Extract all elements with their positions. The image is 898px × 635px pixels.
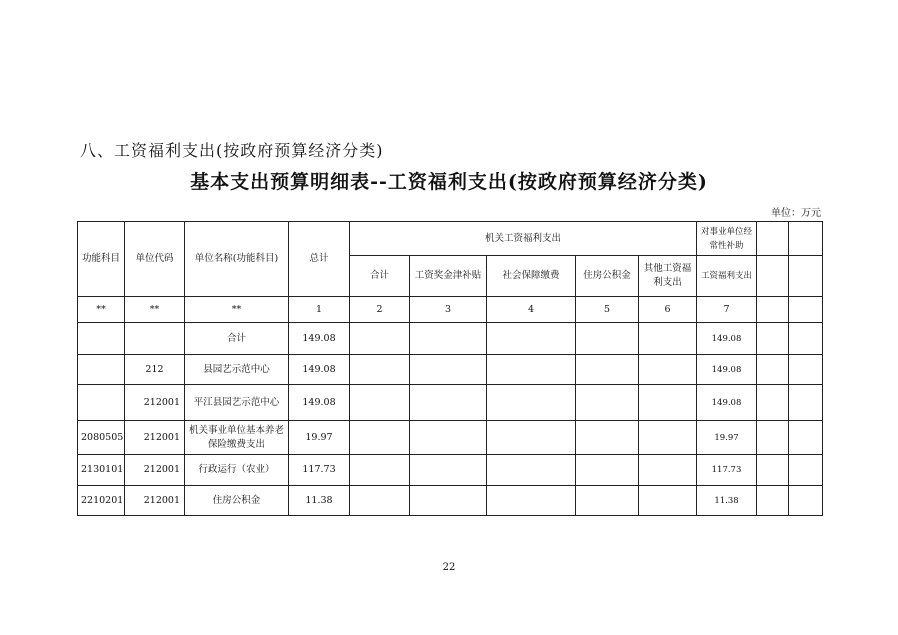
empty-cell <box>487 385 576 421</box>
empty-cell <box>487 486 576 516</box>
index-row <box>78 297 823 323</box>
unit-label: 单位：万元 <box>771 208 821 219</box>
empty-cell <box>410 323 487 355</box>
total-cell: 149.08 <box>289 385 350 421</box>
total-cell: 11.38 <box>289 486 350 516</box>
empty-cell <box>789 297 823 323</box>
empty-cell <box>350 421 410 455</box>
index-cell: 5 <box>576 297 639 323</box>
table-row <box>78 421 823 455</box>
empty-cell <box>757 297 789 323</box>
empty-cell <box>639 355 697 385</box>
table-row <box>78 323 823 355</box>
empty-cell <box>757 256 789 297</box>
func-code-cell <box>78 355 125 385</box>
index-cell: 2 <box>350 297 410 323</box>
func-code-cell <box>78 323 125 355</box>
section-heading: 八、工资福利支出(按政府预算经济分类) <box>80 141 384 160</box>
page-number: 22 <box>442 562 456 573</box>
empty-cell <box>576 323 639 355</box>
total-cell: 149.08 <box>289 355 350 385</box>
header-unit-code: 单位代码 <box>125 222 185 297</box>
header-public-subsidy: 对事业单位经常性补助 <box>697 222 757 256</box>
empty-cell <box>757 385 789 421</box>
empty-cell <box>487 455 576 486</box>
func-code-cell: 2130101 <box>78 455 125 486</box>
header-sum: 合计 <box>350 256 410 297</box>
unit-code-cell: 212001 <box>125 486 185 516</box>
index-cell: ** <box>78 297 125 323</box>
total-cell: 149.08 <box>289 323 350 355</box>
index-cell: 1 <box>289 297 350 323</box>
empty-cell <box>410 486 487 516</box>
welfare-cell: 11.38 <box>697 486 757 516</box>
welfare-cell: 149.08 <box>697 323 757 355</box>
unit-name-cell: 平江县园艺示范中心 <box>185 385 289 421</box>
empty-cell <box>757 222 789 256</box>
empty-cell <box>576 355 639 385</box>
header-salary: 工资奖金津补贴 <box>410 256 487 297</box>
unit-name-cell: 合计 <box>185 323 289 355</box>
empty-cell <box>789 323 823 355</box>
empty-cell <box>410 355 487 385</box>
unit-name-cell: 机关事业单位基本养老保险缴费支出 <box>185 421 289 455</box>
index-cell: 3 <box>410 297 487 323</box>
empty-cell <box>639 323 697 355</box>
empty-cell <box>757 421 789 455</box>
budget-table <box>77 221 823 516</box>
func-code-cell: 2210201 <box>78 486 125 516</box>
header-org-welfare: 机关工资福利支出 <box>350 222 697 256</box>
empty-cell <box>350 355 410 385</box>
header-housing: 住房公积金 <box>576 256 639 297</box>
index-cell: ** <box>125 297 185 323</box>
empty-cell <box>639 385 697 421</box>
index-cell: ** <box>185 297 289 323</box>
empty-cell <box>350 385 410 421</box>
header-unit-name: 单位名称(功能科目) <box>185 222 289 297</box>
empty-cell <box>576 455 639 486</box>
empty-cell <box>789 455 823 486</box>
unit-code-cell: 212 <box>125 355 185 385</box>
empty-cell <box>350 455 410 486</box>
header-wage-welfare: 工资福利支出 <box>697 256 757 297</box>
welfare-cell: 149.08 <box>697 385 757 421</box>
empty-cell <box>757 355 789 385</box>
empty-cell <box>410 421 487 455</box>
empty-cell <box>789 355 823 385</box>
empty-cell <box>576 486 639 516</box>
empty-cell <box>576 385 639 421</box>
empty-cell <box>639 455 697 486</box>
welfare-cell: 149.08 <box>697 355 757 385</box>
empty-cell <box>789 486 823 516</box>
empty-cell <box>487 323 576 355</box>
empty-cell <box>757 323 789 355</box>
header-total: 总计 <box>289 222 350 297</box>
welfare-cell: 117.73 <box>697 455 757 486</box>
table-row <box>78 455 823 486</box>
func-code-cell: 2080505 <box>78 421 125 455</box>
page-title: 基本支出预算明细表--工资福利支出(按政府预算经济分类) <box>190 171 708 193</box>
table-row <box>78 385 823 421</box>
empty-cell <box>789 385 823 421</box>
empty-cell <box>350 486 410 516</box>
unit-name-cell: 县园艺示范中心 <box>185 355 289 385</box>
empty-cell <box>639 486 697 516</box>
table-row <box>78 486 823 516</box>
empty-cell <box>757 486 789 516</box>
table-row <box>78 355 823 385</box>
empty-cell <box>487 355 576 385</box>
unit-code-cell: 212001 <box>125 421 185 455</box>
unit-code-cell: 212001 <box>125 455 185 486</box>
empty-cell <box>639 421 697 455</box>
empty-cell <box>576 421 639 455</box>
empty-cell <box>757 455 789 486</box>
total-cell: 19.97 <box>289 421 350 455</box>
empty-cell <box>789 421 823 455</box>
header-social: 社会保障缴费 <box>487 256 576 297</box>
index-cell: 6 <box>639 297 697 323</box>
header-func-code: 功能科目 <box>78 222 125 297</box>
empty-cell <box>789 222 823 256</box>
total-cell: 117.73 <box>289 455 350 486</box>
index-cell: 7 <box>697 297 757 323</box>
empty-cell <box>789 256 823 297</box>
unit-name-cell: 行政运行（农业） <box>185 455 289 486</box>
header-other: 其他工资福利支出 <box>639 256 697 297</box>
index-cell: 4 <box>487 297 576 323</box>
func-code-cell <box>78 385 125 421</box>
empty-cell <box>410 385 487 421</box>
empty-cell <box>487 421 576 455</box>
unit-code-cell: 212001 <box>125 385 185 421</box>
welfare-cell: 19.97 <box>697 421 757 455</box>
empty-cell <box>410 455 487 486</box>
empty-cell <box>350 323 410 355</box>
unit-name-cell: 住房公积金 <box>185 486 289 516</box>
unit-code-cell <box>125 323 185 355</box>
